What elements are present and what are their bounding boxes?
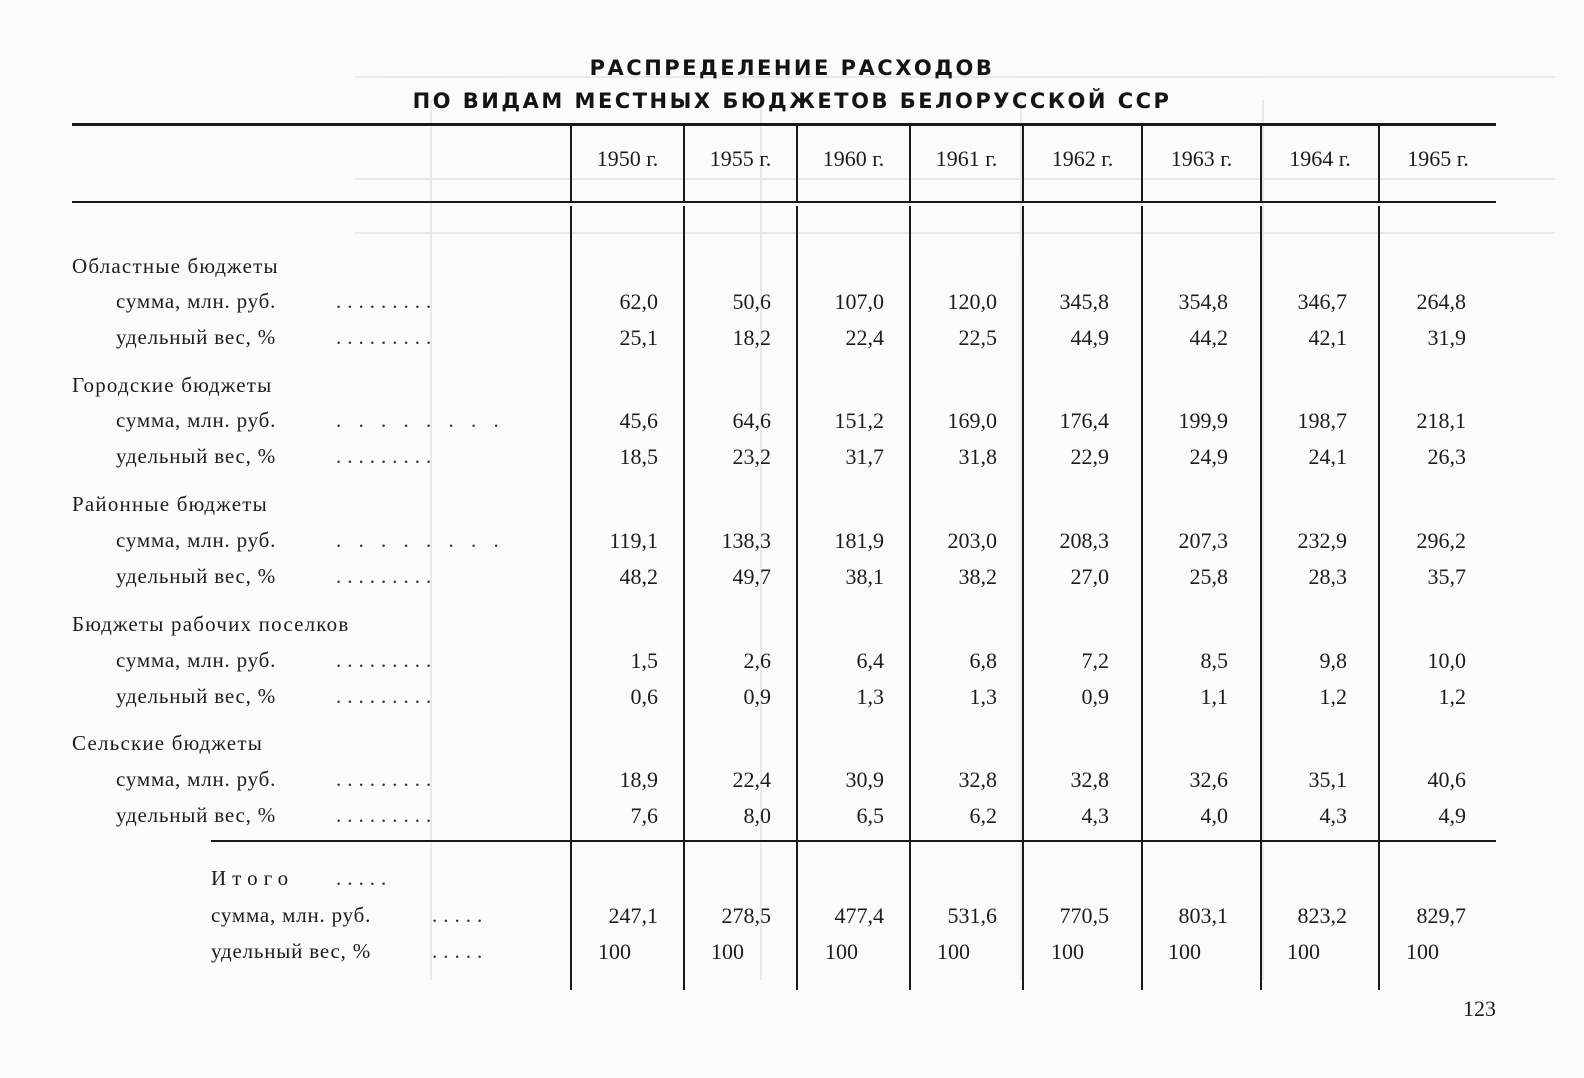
leader-dots: ......... <box>336 564 438 588</box>
table-cell: 151,2 <box>834 408 884 433</box>
table-cell: 119,1 <box>609 528 658 553</box>
table-cell: 0,6 <box>630 684 658 709</box>
table-cell: 35,7 <box>1427 564 1466 589</box>
table-cell: 22,4 <box>732 767 771 792</box>
table-cell: 22,9 <box>1070 444 1109 469</box>
year-header: 1955 г. <box>709 146 772 171</box>
row-label-sum: сумма, млн. руб. <box>116 289 277 313</box>
year-header: 1964 г. <box>1289 146 1351 171</box>
table-cell: 38,1 <box>845 564 884 589</box>
total-row-label-sum: сумма, млн. руб. <box>211 903 372 927</box>
table-cell: 32,6 <box>1189 767 1228 792</box>
column-divider <box>1022 206 1024 990</box>
table-cell: 6,8 <box>969 648 997 673</box>
table-cell: 296,2 <box>1416 528 1466 553</box>
table-cell: 1,3 <box>969 684 997 709</box>
table-cell: 18,5 <box>619 444 658 469</box>
table-cell: 38,2 <box>958 564 997 589</box>
table-cell: 48,2 <box>619 564 658 589</box>
table-cell: 181,9 <box>834 528 884 553</box>
column-divider <box>909 206 911 990</box>
group-label-settlements: Бюджеты рабочих поселков <box>72 612 350 636</box>
year-header: 1961 г. <box>935 146 998 171</box>
table-cell: 100 <box>1287 939 1320 964</box>
row-label-sum: сумма, млн. руб. <box>116 648 277 672</box>
top-rule <box>72 123 1496 126</box>
year-header: 1963 г. <box>1170 146 1233 171</box>
leader-dots: . . . . . . . . <box>336 528 505 552</box>
group-label-city: Городские бюджеты <box>72 373 273 397</box>
leader-dots: ......... <box>336 684 438 708</box>
table-cell: 25,1 <box>619 325 658 350</box>
row-label-sum: сумма, млн. руб. <box>116 767 277 791</box>
leader-dots: . . . . . . . . <box>336 408 505 432</box>
table-cell: 208,3 <box>1059 528 1109 553</box>
year-header: 1950 г. <box>596 146 659 171</box>
table-cell: 100 <box>825 939 858 964</box>
table-cell: 42,1 <box>1308 325 1347 350</box>
table-cell: 64,6 <box>732 408 771 433</box>
row-label-share: удельный вес, % <box>116 564 277 588</box>
table-cell: 24,1 <box>1308 444 1347 469</box>
year-header: 1962 г. <box>1051 146 1114 171</box>
table-cell: 1,3 <box>856 684 884 709</box>
row-label-share: удельный вес, % <box>116 684 277 708</box>
table-cell: 4,3 <box>1081 803 1109 828</box>
row-label-sum: сумма, млн. руб. <box>116 528 277 552</box>
table-cell: 0,9 <box>743 684 771 709</box>
table-cell: 100 <box>1168 939 1201 964</box>
column-divider <box>570 206 572 990</box>
table-cell: 1,2 <box>1319 684 1347 709</box>
table-cell: 50,6 <box>732 289 771 314</box>
year-header: 1965 г. <box>1407 146 1469 171</box>
table-cell: 32,8 <box>1070 767 1109 792</box>
table-cell: 100 <box>598 939 631 964</box>
table-cell: 4,3 <box>1319 803 1347 828</box>
leader-dots: ..... <box>432 903 489 927</box>
table-cell: 803,1 <box>1178 903 1228 928</box>
table-cell: 22,4 <box>845 325 884 350</box>
table-cell: 35,1 <box>1308 767 1347 792</box>
table-cell: 2,6 <box>743 648 771 673</box>
leader-dots: ......... <box>336 648 438 672</box>
table-cell: 207,3 <box>1178 528 1228 553</box>
table-cell: 1,2 <box>1438 684 1466 709</box>
table-cell: 100 <box>711 939 744 964</box>
table-cell: 218,1 <box>1416 408 1466 433</box>
table-cell: 346,7 <box>1297 289 1347 314</box>
table-cell: 6,4 <box>856 648 884 673</box>
table-cell: 26,3 <box>1427 444 1466 469</box>
table-cell: 40,6 <box>1427 767 1466 792</box>
table-cell: 203,0 <box>947 528 997 553</box>
page-number: 123 <box>1463 996 1496 1021</box>
table-title <box>0 52 1584 118</box>
group-label-rural: Сельские бюджеты <box>72 731 264 755</box>
table-cell: 31,8 <box>958 444 997 469</box>
leader-dots: ......... <box>336 444 438 468</box>
leader-dots: ......... <box>336 289 438 313</box>
table-cell: 1,5 <box>630 648 658 673</box>
table-cell: 22,5 <box>958 325 997 350</box>
table-cell: 49,7 <box>732 564 771 589</box>
table-cell: 0,9 <box>1081 684 1109 709</box>
total-row-label-share: удельный вес, % <box>211 939 372 963</box>
table-cell: 120,0 <box>947 289 997 314</box>
row-label-share: удельный вес, % <box>116 803 277 827</box>
table-cell: 6,5 <box>856 803 884 828</box>
table-cell: 247,1 <box>608 903 658 928</box>
table-cell: 62,0 <box>619 289 658 314</box>
header-rule <box>72 201 1496 203</box>
table-cell: 18,2 <box>732 325 771 350</box>
table-cell: 8,5 <box>1200 648 1228 673</box>
table-cell: 23,2 <box>732 444 771 469</box>
table-cell: 7,6 <box>630 803 658 828</box>
table-cell: 10,0 <box>1427 648 1466 673</box>
table-cell: 198,7 <box>1297 408 1347 433</box>
column-divider <box>1141 206 1143 990</box>
table-cell: 477,4 <box>834 903 884 928</box>
table-cell: 30,9 <box>845 767 884 792</box>
table-cell: 31,7 <box>845 444 884 469</box>
table-cell: 199,9 <box>1178 408 1228 433</box>
table-cell: 44,9 <box>1070 325 1109 350</box>
total-rule <box>211 840 1496 842</box>
leader-dots: ......... <box>336 325 438 349</box>
table-cell: 169,0 <box>947 408 997 433</box>
year-header: 1960 г. <box>822 146 885 171</box>
group-label-oblast: Областные бюджеты <box>72 254 279 278</box>
table-cell: 176,4 <box>1059 408 1109 433</box>
table-cell: 829,7 <box>1416 903 1466 928</box>
table-cell: 232,9 <box>1297 528 1347 553</box>
table-cell: 531,6 <box>947 903 997 928</box>
table-cell: 354,8 <box>1178 289 1228 314</box>
table-cell: 44,2 <box>1189 325 1228 350</box>
table-cell: 264,8 <box>1416 289 1466 314</box>
table-cell: 25,8 <box>1189 564 1228 589</box>
table-cell: 7,2 <box>1081 648 1109 673</box>
table-cell: 770,5 <box>1059 903 1109 928</box>
column-divider <box>1378 206 1380 990</box>
table-cell: 278,5 <box>721 903 771 928</box>
table-cell: 823,2 <box>1297 903 1347 928</box>
title-line-1: РАСПРЕДЕЛЕНИЕ РАСХОДОВ <box>589 56 995 80</box>
column-divider <box>1260 206 1262 990</box>
leader-dots: ..... <box>336 866 393 890</box>
table-cell: 24,9 <box>1189 444 1228 469</box>
leader-dots: ..... <box>432 939 489 963</box>
table-cell: 18,9 <box>619 767 658 792</box>
leader-dots: ......... <box>336 767 438 791</box>
total-label: Итого <box>211 866 295 890</box>
table-cell: 107,0 <box>834 289 884 314</box>
table-cell: 45,6 <box>619 408 658 433</box>
table-cell: 1,1 <box>1200 684 1228 709</box>
row-label-share: удельный вес, % <box>116 444 277 468</box>
table-cell: 32,8 <box>958 767 997 792</box>
column-divider <box>683 206 685 990</box>
table-cell: 6,2 <box>969 803 997 828</box>
table-cell: 28,3 <box>1308 564 1347 589</box>
row-label-share: удельный вес, % <box>116 325 277 349</box>
table-cell: 4,0 <box>1200 803 1228 828</box>
table-cell: 138,3 <box>721 528 771 553</box>
table-cell: 31,9 <box>1427 325 1466 350</box>
table-cell: 27,0 <box>1070 564 1109 589</box>
group-label-district: Районные бюджеты <box>72 492 268 516</box>
table-cell: 100 <box>937 939 970 964</box>
table-cell: 8,0 <box>743 803 771 828</box>
table-cell: 100 <box>1051 939 1084 964</box>
table-cell: 9,8 <box>1319 648 1347 673</box>
title-line-2: ПО ВИДАМ МЕСТНЫХ БЮДЖЕТОВ БЕЛОРУССКОЙ ССР <box>412 89 1172 113</box>
leader-dots: ......... <box>336 803 438 827</box>
table-cell: 4,9 <box>1438 803 1466 828</box>
table-cell: 100 <box>1406 939 1439 964</box>
column-divider <box>796 206 798 990</box>
table-cell: 345,8 <box>1059 289 1109 314</box>
row-label-sum: сумма, млн. руб. <box>116 408 277 432</box>
